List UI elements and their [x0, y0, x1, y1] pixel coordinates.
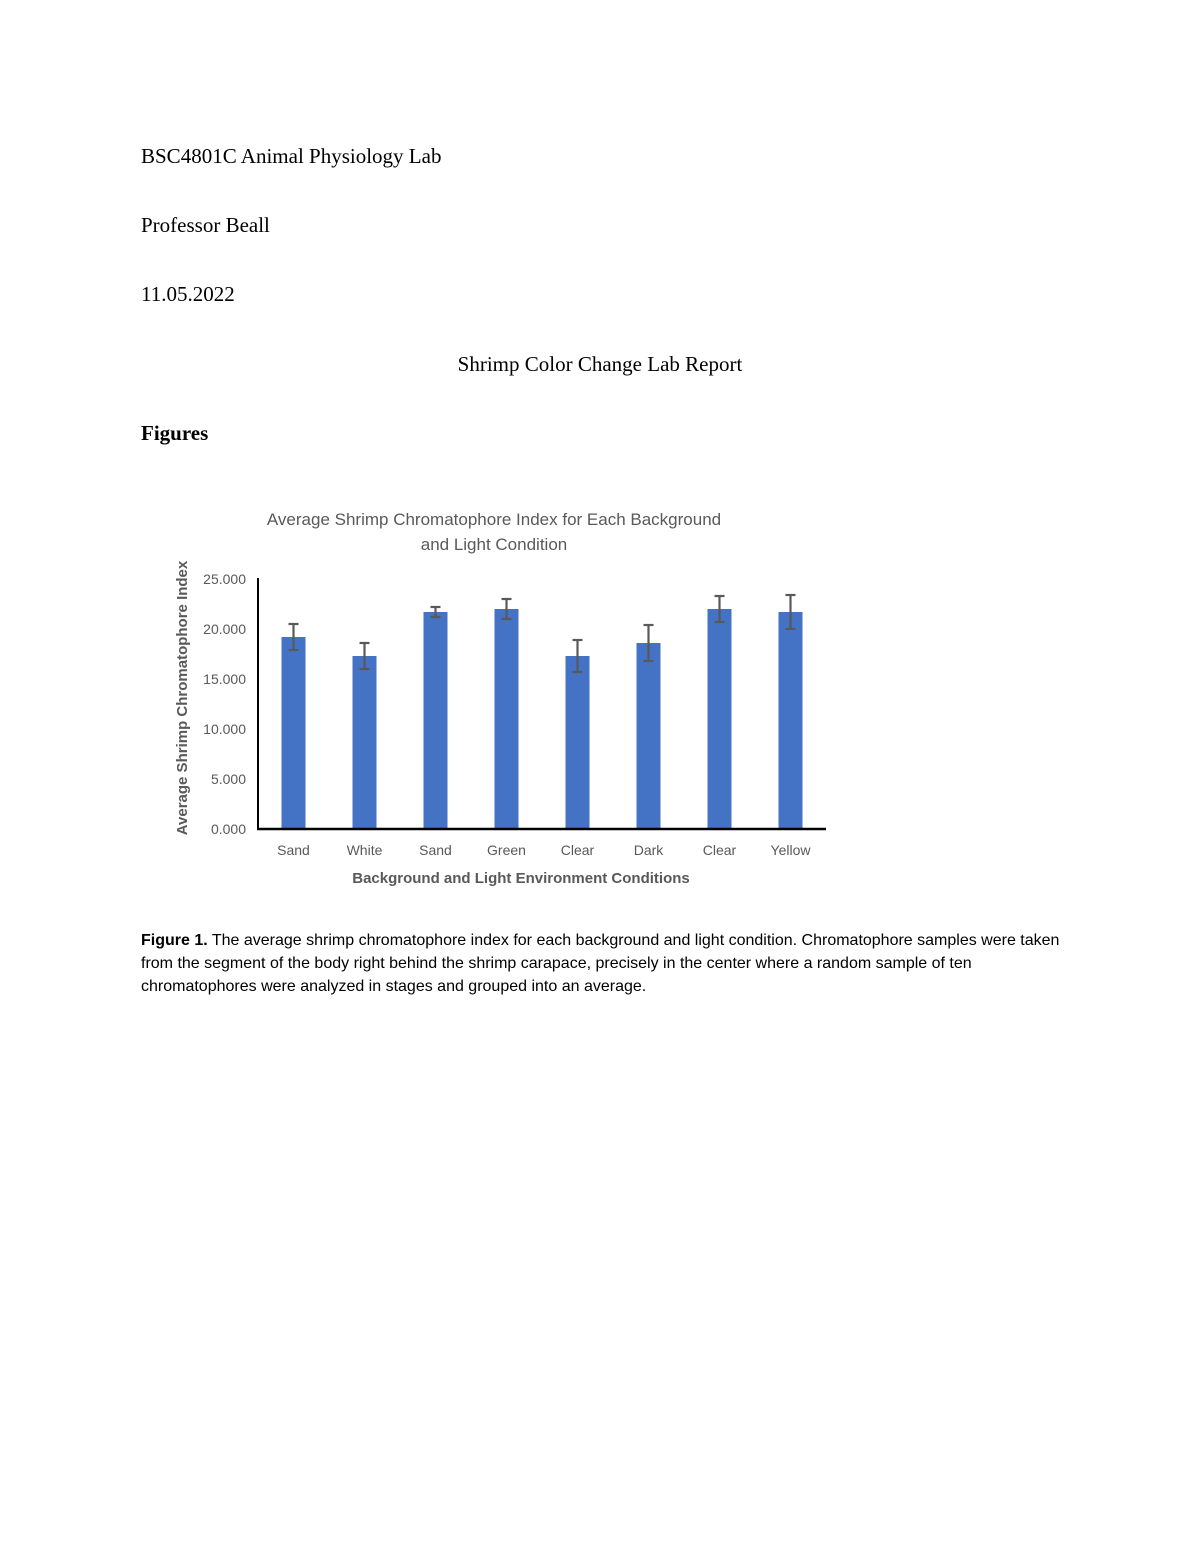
x-tick-label: Dark	[633, 842, 664, 858]
x-tick-label: Clear	[560, 842, 595, 858]
x-axis-label: Background and Light Environment Conditions	[352, 870, 690, 887]
y-tick-label: 25.000	[203, 571, 246, 587]
bar	[637, 643, 661, 829]
chart-title-line-2: and Light Condition	[420, 535, 568, 554]
y-axis-label: Average Shrimp Chromatophore Index	[174, 560, 191, 836]
y-tick-label: 10.000	[203, 721, 246, 737]
professor-line: Professor Beall	[141, 213, 270, 237]
y-tick-label: 15.000	[203, 671, 246, 687]
bar	[282, 637, 306, 829]
figure-caption	[141, 929, 1061, 998]
x-tick-label: Yellow	[770, 842, 811, 858]
bar	[495, 609, 519, 829]
caption-text: The average shrimp chromatophore index for each background and light condition. Chromatophore samples were taken from the segment of the body right behind the shrimp carapace, precisely in the center where a random sample of ten chromatophores were analyzed in stages and grouped into an average.	[141, 932, 1060, 995]
caption-label: Figure 1.	[141, 932, 208, 949]
x-tick-label: Sand	[277, 842, 310, 858]
bar	[708, 609, 732, 829]
bar	[566, 656, 590, 829]
x-tick-label: Sand	[419, 842, 452, 858]
x-tick-label: Green	[487, 842, 526, 858]
bar	[424, 612, 448, 829]
x-tick-label: White	[346, 842, 383, 858]
x-tick-label: Clear	[702, 842, 737, 858]
report-title: Shrimp Color Change Lab Report	[457, 352, 743, 376]
y-tick-label: 0.000	[210, 821, 246, 837]
y-tick-label: 5.000	[210, 771, 246, 787]
chart-title-line-1: Average Shrimp Chromatophore Index for Each Background	[266, 510, 722, 529]
date-line: 11.05.2022	[141, 282, 235, 306]
bar-chart	[160, 500, 850, 900]
y-tick-label: 20.000	[203, 621, 246, 637]
bar	[353, 656, 377, 829]
section-heading: Figures	[141, 421, 209, 445]
bar	[779, 612, 803, 829]
course-line: BSC4801C Animal Physiology Lab	[141, 144, 442, 168]
